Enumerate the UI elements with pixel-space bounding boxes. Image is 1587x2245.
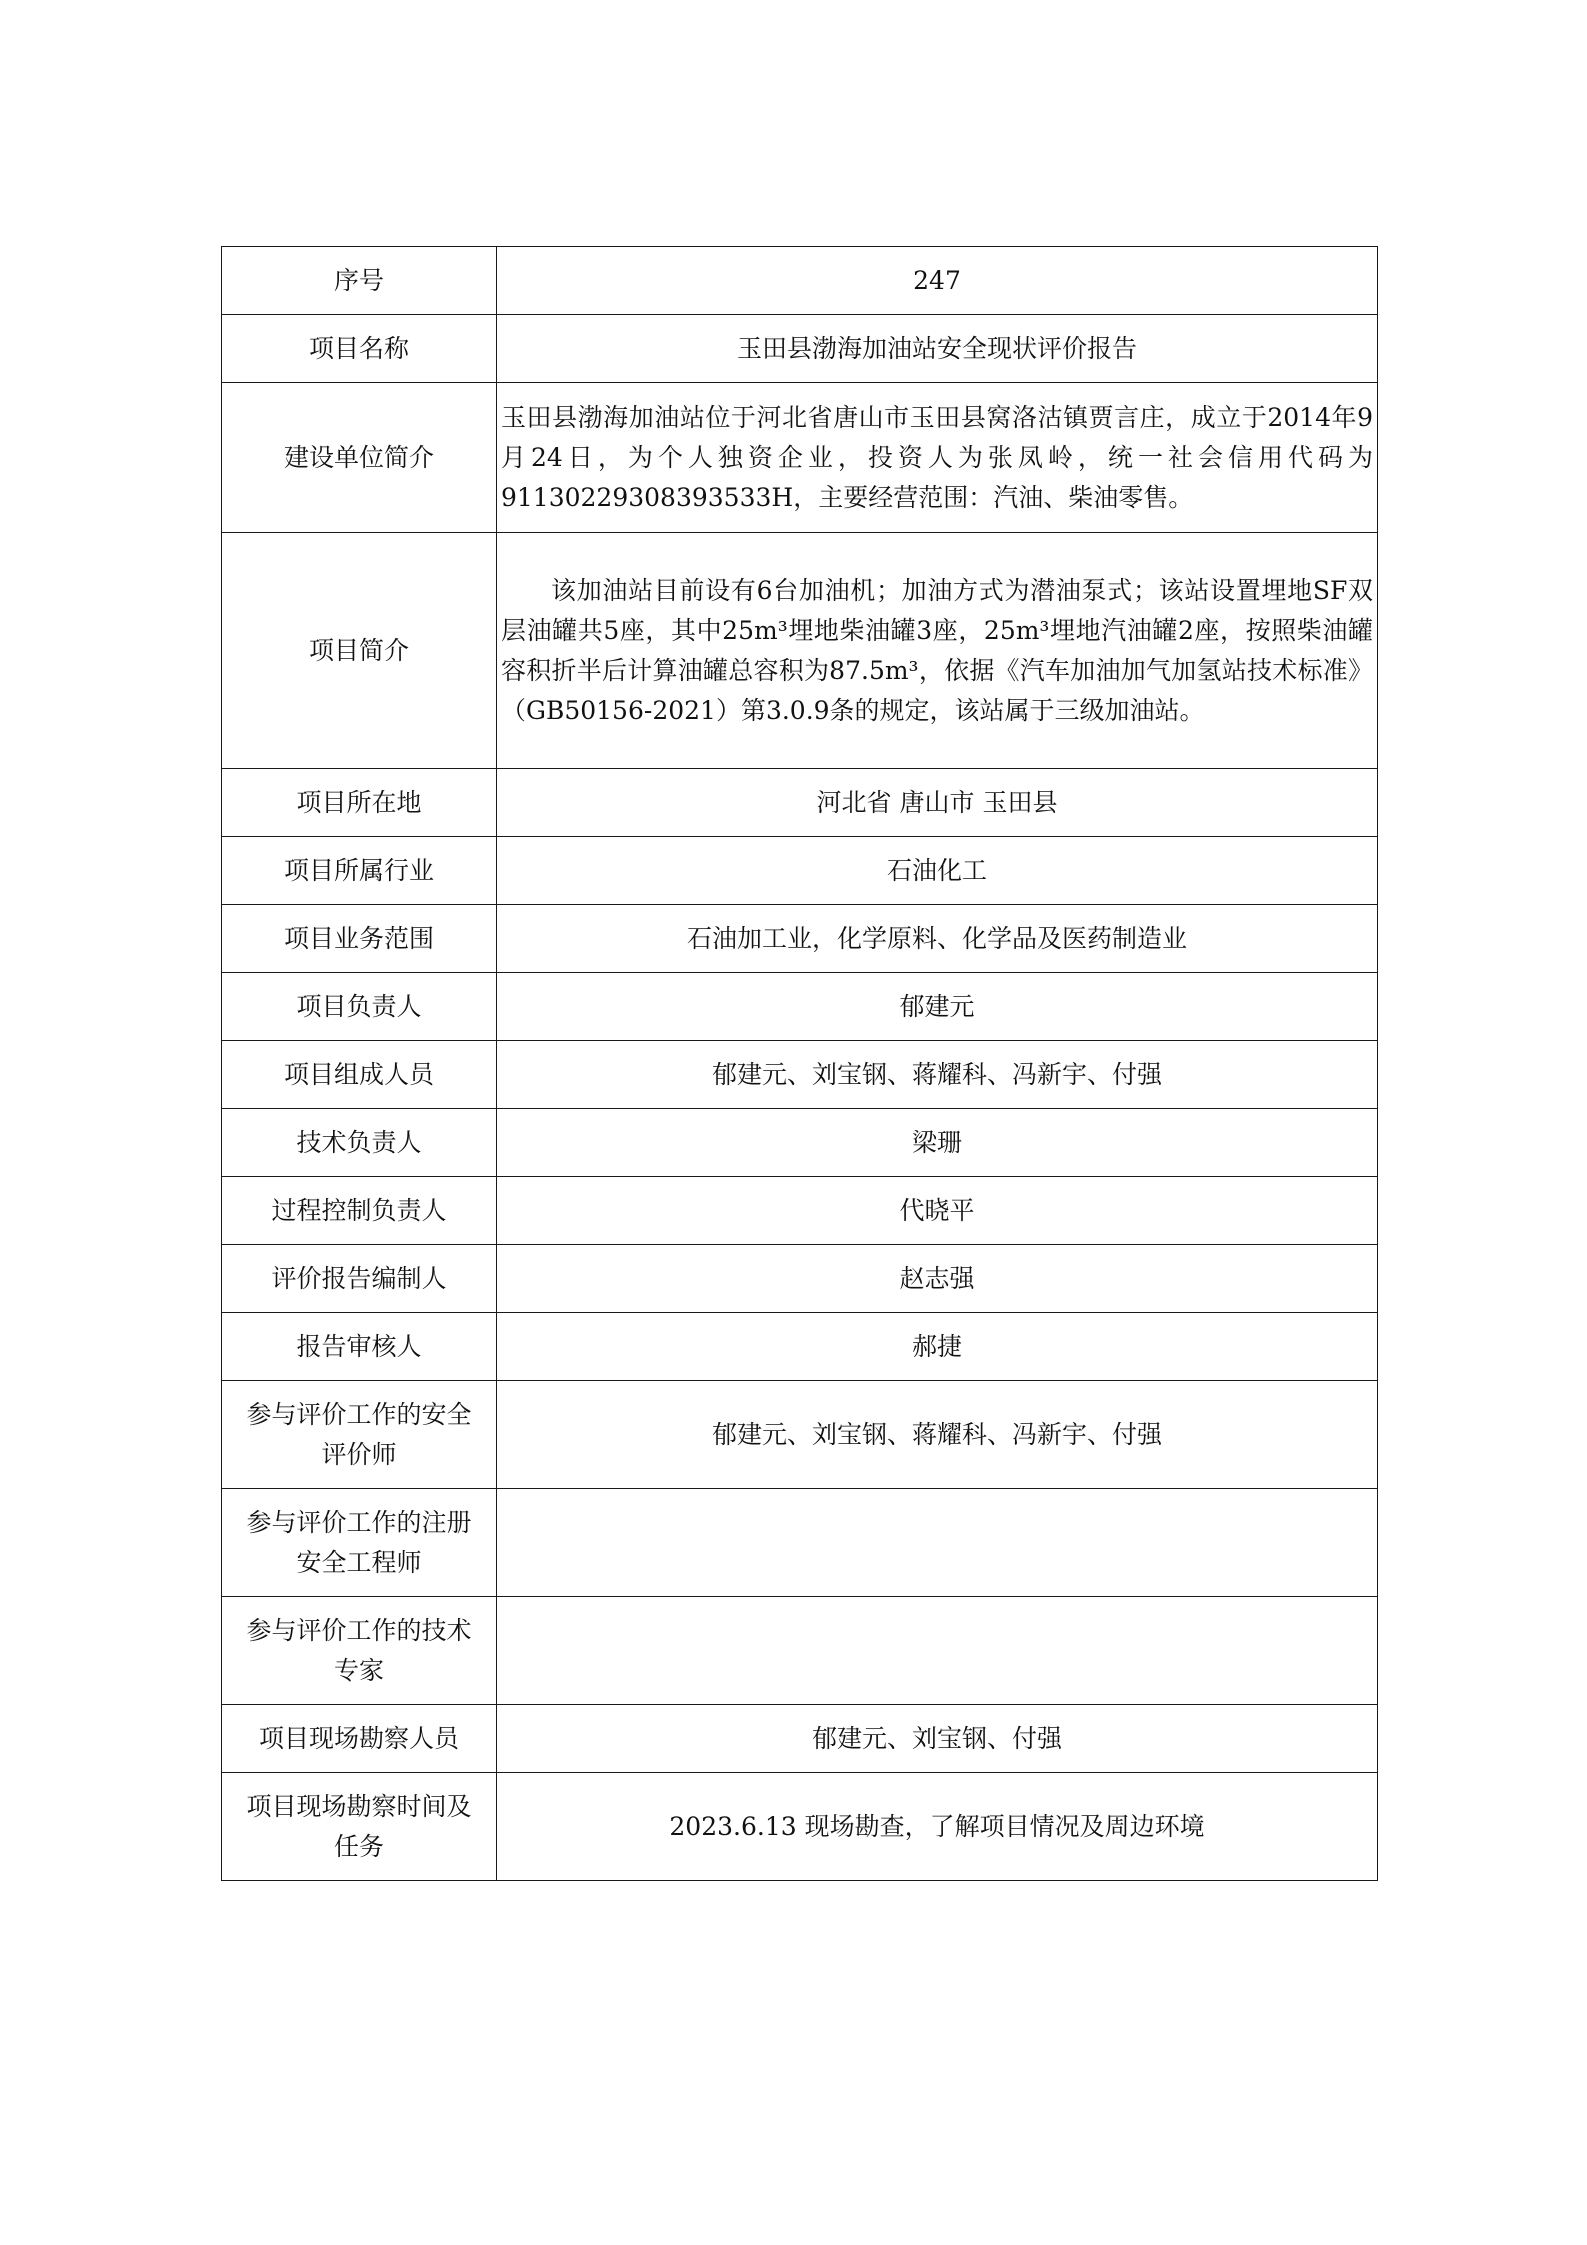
table-row bbox=[222, 315, 1378, 383]
row-value: 郁建元 bbox=[497, 973, 1378, 1041]
row-value: 石油化工 bbox=[497, 837, 1378, 905]
row-label: 序号 bbox=[222, 247, 497, 315]
table-row bbox=[222, 1773, 1378, 1881]
row-value: 赵志强 bbox=[497, 1245, 1378, 1313]
table-row bbox=[222, 383, 1378, 533]
table-row bbox=[222, 247, 1378, 315]
row-value: 郁建元、刘宝钢、蒋耀科、冯新宇、付强 bbox=[497, 1041, 1378, 1109]
table-row bbox=[222, 1597, 1378, 1705]
row-value: 梁珊 bbox=[497, 1109, 1378, 1177]
project-info-table bbox=[221, 246, 1378, 1881]
row-label: 项目现场勘察人员 bbox=[222, 1705, 497, 1773]
row-label: 过程控制负责人 bbox=[222, 1177, 497, 1245]
table-row bbox=[222, 1245, 1378, 1313]
row-value: 郁建元、刘宝钢、付强 bbox=[497, 1705, 1378, 1773]
row-value bbox=[497, 1489, 1378, 1597]
row-label: 项目所属行业 bbox=[222, 837, 497, 905]
table-row bbox=[222, 837, 1378, 905]
row-label: 项目业务范围 bbox=[222, 905, 497, 973]
table-row bbox=[222, 769, 1378, 837]
table-row bbox=[222, 533, 1378, 769]
row-value: 该加油站目前设有6台加油机；加油方式为潜油泵式；该站设置埋地SF双层油罐共5座，其中25m³埋地柴油罐3座，25m³埋地汽油罐2座，按照柴油罐容积折半后计算油罐总容积为87.5m³，依据《汽车加油加气加氢站技术标准》（GB50156-2021）第3.0.9条的规定，该站属于三级加油站。 bbox=[497, 533, 1378, 769]
table-row bbox=[222, 1041, 1378, 1109]
row-label: 项目负责人 bbox=[222, 973, 497, 1041]
row-value: 郁建元、刘宝钢、蒋耀科、冯新宇、付强 bbox=[497, 1381, 1378, 1489]
row-value: 玉田县渤海加油站安全现状评价报告 bbox=[497, 315, 1378, 383]
row-label: 项目所在地 bbox=[222, 769, 497, 837]
row-label: 项目现场勘察时间及 任务 bbox=[222, 1773, 497, 1881]
row-label: 评价报告编制人 bbox=[222, 1245, 497, 1313]
row-label: 建设单位简介 bbox=[222, 383, 497, 533]
table-row bbox=[222, 1177, 1378, 1245]
row-value bbox=[497, 1597, 1378, 1705]
row-label: 参与评价工作的注册 安全工程师 bbox=[222, 1489, 497, 1597]
table-row bbox=[222, 1705, 1378, 1773]
table-row bbox=[222, 1489, 1378, 1597]
row-value: 2023.6.13 现场勘查，了解项目情况及周边环境 bbox=[497, 1773, 1378, 1881]
table-row bbox=[222, 1109, 1378, 1177]
row-value: 郝捷 bbox=[497, 1313, 1378, 1381]
row-value: 石油加工业，化学原料、化学品及医药制造业 bbox=[497, 905, 1378, 973]
row-value: 247 bbox=[497, 247, 1378, 315]
row-label: 项目简介 bbox=[222, 533, 497, 769]
row-value: 玉田县渤海加油站位于河北省唐山市玉田县窝洛沽镇贾言庄，成立于2014年9月24日，为个人独资企业，投资人为张凤岭，统一社会信用代码为91130229308393533H，主要经营范围：汽油、柴油零售。 bbox=[497, 383, 1378, 533]
row-value: 河北省 唐山市 玉田县 bbox=[497, 769, 1378, 837]
table-row bbox=[222, 1313, 1378, 1381]
row-label: 项目组成人员 bbox=[222, 1041, 497, 1109]
row-value: 代晓平 bbox=[497, 1177, 1378, 1245]
row-label: 参与评价工作的技术 专家 bbox=[222, 1597, 497, 1705]
table-row bbox=[222, 905, 1378, 973]
row-label: 报告审核人 bbox=[222, 1313, 497, 1381]
table-row bbox=[222, 973, 1378, 1041]
row-label: 参与评价工作的安全 评价师 bbox=[222, 1381, 497, 1489]
row-label: 技术负责人 bbox=[222, 1109, 497, 1177]
table-row bbox=[222, 1381, 1378, 1489]
row-label: 项目名称 bbox=[222, 315, 497, 383]
